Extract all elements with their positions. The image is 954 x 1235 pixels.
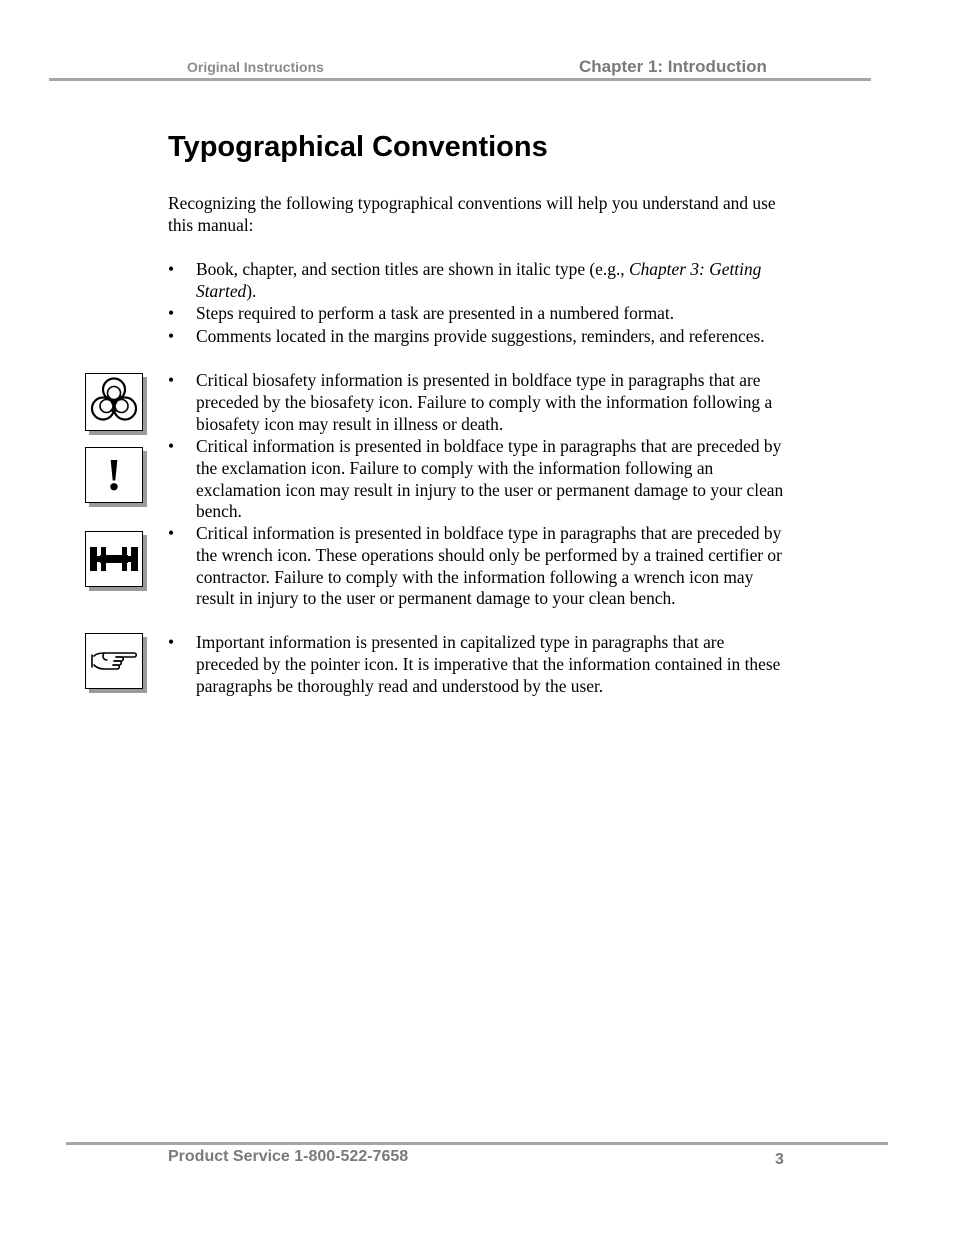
bullet-glyph: • [168,523,175,543]
exclamation-glyph: ! [106,449,122,500]
page-number: 3 [775,1151,784,1168]
list-item-text: Critical information is presented in boldface type in paragraphs that are preceded by the exclamation icon. Failure to comply with the information following an exclamation icon may result in injury to the user or permanent damage to your clean bench. [196,436,784,522]
bullet-glyph: • [168,326,175,346]
list-item-wrench [168,523,786,610]
bullet-glyph: • [168,370,175,390]
header-divider [49,78,871,81]
list-item-biosafety [168,370,786,435]
list-item-text: Important information is presented in capitalized type in paragraphs that are preceded by the pointer icon. It is imperative that the information contained in these paragraphs be thoroughly read and understood by the user. [196,632,781,696]
page-title: Typographical Conventions [168,131,548,163]
list-item-text-post: ). [246,280,257,301]
bullet-glyph: • [168,632,175,652]
exclamation-icon [85,447,143,503]
header-chapter-title: Chapter 1: Introduction [579,57,767,76]
bullet-glyph: • [168,303,175,323]
list-item-text: Critical information is presented in boldface type in paragraphs that are preceded by the wrench icon. These operations should only be performed by a trained certifier or contractor. Failure to comply with the information following a wrench icon may result in injury to the user or permanent damage to your clean bench. [196,523,782,609]
bullet-glyph: • [168,259,175,279]
pointer-hand-icon [85,633,143,689]
footer-divider [66,1142,888,1145]
list-item-pointer [168,632,786,697]
list-item-text: Critical biosafety information is presented in boldface type in paragraphs that are preceded by the biosafety icon. Failure to comply with the information following a biosafety icon may result in illness or death. [196,370,773,434]
biohazard-icon [85,373,143,431]
list-item-titles [168,259,786,303]
wrench-icon [85,531,143,587]
list-item-text: Steps required to perform a task are presented in a numbered format. [196,303,675,323]
bullet-glyph: • [168,436,175,456]
list-item-steps [168,303,786,325]
list-item-text: Comments located in the margins provide suggestions, reminders, and references. [196,326,765,346]
list-item-comments [168,326,786,348]
list-item-text-italic: Chapter 3: Getting Started [196,259,762,301]
list-item-text-pre: Book, chapter, and section titles are shown in italic type (e.g., [196,259,629,279]
list-item-exclamation [168,436,786,523]
intro-paragraph: Recognizing the following typographical conventions will help you understand and use this manual: [168,193,776,235]
header-document-label: Original Instructions [187,59,324,75]
footer-product-service: Product Service 1-800-522-7658 [168,1148,409,1165]
